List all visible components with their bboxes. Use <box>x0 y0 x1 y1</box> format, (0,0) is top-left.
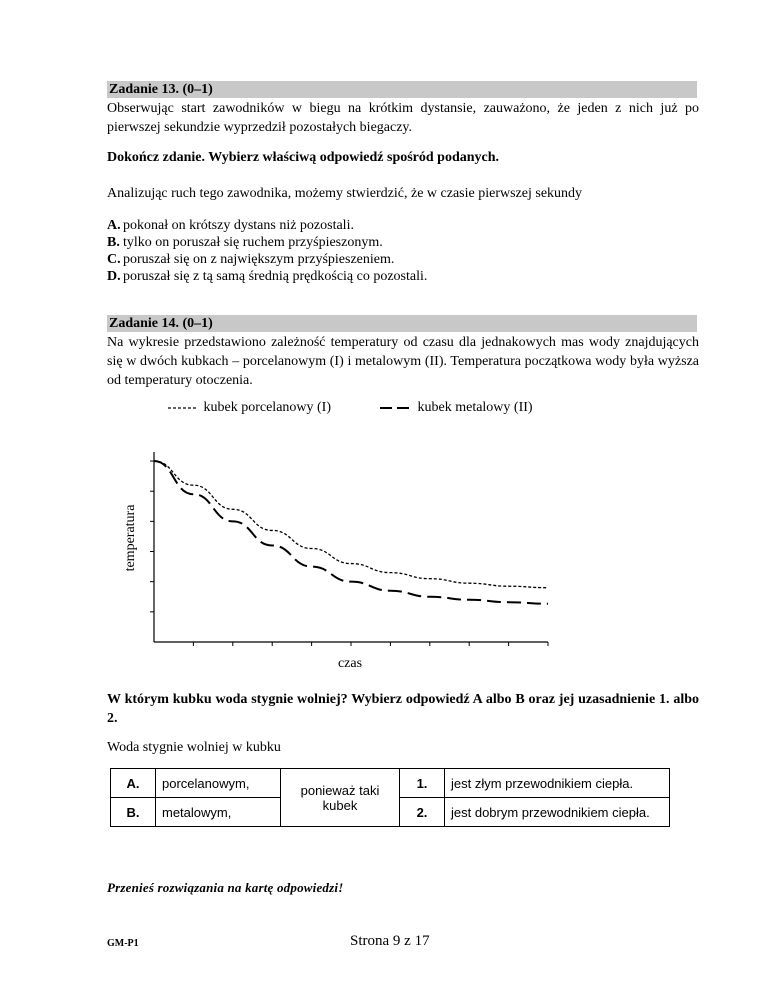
reason-2-text[interactable]: jest dobrym przewodnikiem ciepła. <box>445 798 670 827</box>
legend-metal: kubek metalowy (II) <box>380 400 533 416</box>
task13-option-a[interactable]: A. pokonał on krótszy dystans niż pozostali. <box>107 218 354 233</box>
task13-option-c[interactable]: C. poruszał się on z największym przyśpieszeniem. <box>107 252 395 267</box>
task13-option-b[interactable]: B. tylko on poruszał się ruchem przyśpieszonym. <box>107 235 383 250</box>
answer-table <box>110 768 670 827</box>
page-number: Strona 9 z 17 <box>350 933 430 949</box>
answer-b-text[interactable]: metalowym, <box>156 798 281 827</box>
transfer-note: Przenieś rozwiązania na kartę odpowiedzi! <box>107 880 344 895</box>
because-cell: ponieważ taki kubek <box>281 769 400 827</box>
task13-header: Zadanie 13. (0–1) <box>107 81 697 98</box>
answer-a-text[interactable]: porcelanowym, <box>156 769 281 798</box>
task14-header: Zadanie 14. (0–1) <box>107 315 697 332</box>
answer-a-letter[interactable]: A. <box>111 769 156 798</box>
series-porcelain-line <box>154 461 548 588</box>
reason-1-number[interactable]: 1. <box>400 769 445 798</box>
task13-stem: Analizując ruch tego zawodnika, możemy stwierdzić, że w czasie pierwszej sekundy <box>107 186 583 201</box>
task13-instruction: Dokończ zdanie. Wybierz właściwą odpowiedź spośród podanych. <box>107 150 500 165</box>
task13-intro: Obserwując start zawodników w biegu na krótkim dystansie, zauważono, że jeden z nich już po pierwszej sekundzie wyprzedził pozostałych biegaczy. <box>107 101 699 135</box>
x-axis-label: czas <box>337 656 363 671</box>
series-metal-line <box>154 461 548 604</box>
answer-b-letter[interactable]: B. <box>111 798 156 827</box>
y-axis-label: temperatura <box>123 504 138 572</box>
task14-intro: Na wykresie przedstawiono zależność temperatury od czasu dla jednakowych mas wody znajdujących się w dwóch kubkach – porcelanowym (I) i metalowym (II). Temperatura początkowa wody była wyższa od temperatury otoczenia. <box>107 335 699 388</box>
reason-1-text[interactable]: jest złym przewodnikiem ciepła. <box>445 769 670 798</box>
task14-lead: Woda stygnie wolniej w kubku <box>107 740 281 755</box>
legend-porcelain: kubek porcelanowy (I) <box>168 400 331 416</box>
reason-2-number[interactable]: 2. <box>400 798 445 827</box>
exam-code: GM-P1 <box>107 938 139 949</box>
task14-question: W którym kubku woda stygnie wolniej? Wybierz odpowiedź A albo B oraz jej uzasadnienie 1. albo 2. <box>107 692 699 726</box>
task13-option-d[interactable]: D. poruszał się z tą samą średnią prędkością co pozostali. <box>107 269 428 284</box>
